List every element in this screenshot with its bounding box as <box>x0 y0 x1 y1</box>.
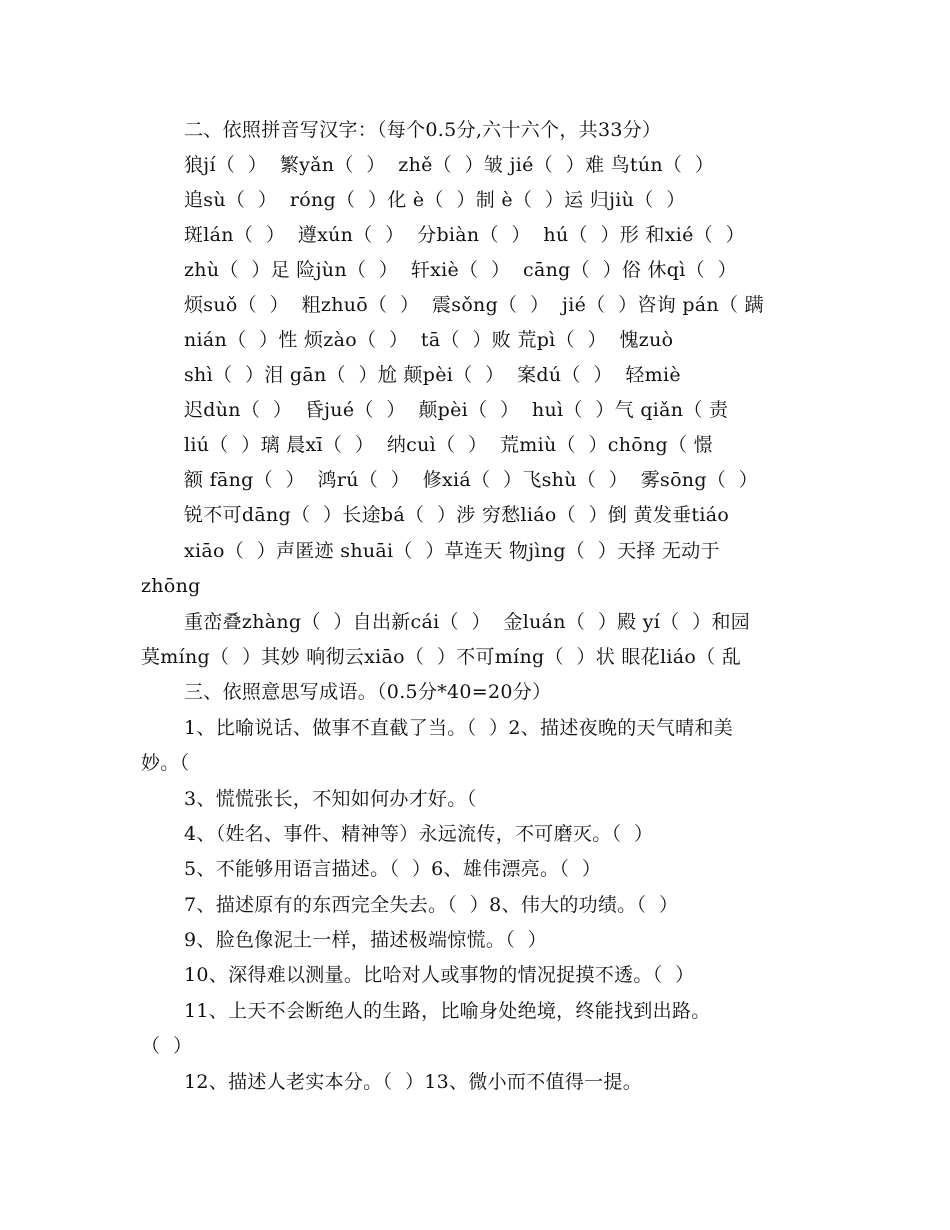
pinyin-row-5: 烦suǒ（ ） 粗zhuō（ ） 震sǒng（ ） jié（ ）咨询 pán（ 蹒 <box>184 294 764 316</box>
pinyin-row-12: xiāo（ ）声匿迹 shuāi（ ）草连天 物jìng（ ）天择 无动于 <box>184 540 720 562</box>
pinyin-row-10: 额 fāng（ ） 鸿rú（ ） 修xiá（ ）飞shù（ ） 雾sōng（ ） <box>184 469 759 491</box>
pinyin-row-1: 狼jí（ ） 繁yǎn（ ） zhě（ ）皱 jié（ ）难 鸟tún（ ） <box>184 154 715 176</box>
idiom-question-5-6: 5、不能够用语言描述。（ ）6、雄伟漂亮。（ ） <box>184 858 602 880</box>
pinyin-row-9: liú（ ）璃 晨xī（ ） 纳cuì（ ） 荒miù（ ）chōng（ 憬 <box>184 434 713 456</box>
pinyin-row-8: 迟dùn（ ） 昏jué（ ） 颠pèi（ ） huì（ ）气 qiǎn（ 责 <box>184 399 729 421</box>
pinyin-row-3: 斑lán（ ） 遵xún（ ） 分biàn（ ） hú（ ）形 和xié（ ） <box>184 224 745 246</box>
section-two-heading: 二、依照拼音写汉字：（每个0.5分,六十六个，共33分） <box>184 119 662 141</box>
idiom-question-2-wrap: 妙。（ <box>141 752 190 774</box>
pinyin-row-14: 莫míng（ ）其妙 响彻云xiāo（ ）不可míng（ ）状 眼花liáo（ 乱 <box>141 646 742 668</box>
idiom-question-12-13: 12、描述人老实本分。（ ）13、微小而不值得一提。 <box>184 1071 643 1093</box>
idiom-question-1-2: 1、比喻说话、做事不直截了当。（ ）2、描述夜晚的天气晴和美 <box>184 717 734 739</box>
pinyin-row-4: zhù（ ）足 险jùn（ ） 轩xiè（ ） cāng（ ）俗 休qì（ ） <box>184 259 737 281</box>
idiom-question-10: 10、深得难以测量。比哈对人或事物的情况捉摸不透。（ ） <box>184 964 695 986</box>
section-three-heading: 三、依照意思写成语。（0.5分*40=20分） <box>184 681 552 703</box>
pinyin-row-6: nián（ ）性 烦zào（ ） tā（ ）败 荒pì（ ） 愧zuò <box>184 329 674 351</box>
pinyin-row-7: shì（ ）泪 gān（ ）尬 颠pèi（ ） 案dú（ ） 轻miè <box>184 364 681 386</box>
pinyin-row-12-wrap: zhōng <box>141 575 201 597</box>
idiom-question-11: 11、上天不会断绝人的生路，比喻身处绝境，终能找到出路。 <box>184 1000 711 1022</box>
idiom-question-7-8: 7、描述原有的东西完全失去。（ ）8、伟大的功绩。（ ） <box>184 894 679 916</box>
idiom-question-4: 4、（姓名、事件、精神等）永远流传，不可磨灭。（ ） <box>184 823 654 845</box>
pinyin-row-11: 锐不可dāng（ ）长途bá（ ）涉 穷愁liáo（ ）倒 黄发垂tiáo <box>184 504 730 526</box>
pinyin-row-13: 重峦叠zhàng（ ）自出新cái（ ） 金luán（ ）殿 yí（ ）和园 <box>184 611 751 633</box>
idiom-question-3: 3、慌慌张长，不知如何办才好。（ <box>184 788 477 810</box>
idiom-question-9: 9、脸色像泥土一样，描述极端惊慌。（ ） <box>184 929 547 951</box>
idiom-question-11-wrap: （ ） <box>141 1035 193 1057</box>
pinyin-row-2: 追sù（ ） róng（ ）化 è（ ）制 è（ ）运 归jiù（ ） <box>184 189 686 211</box>
